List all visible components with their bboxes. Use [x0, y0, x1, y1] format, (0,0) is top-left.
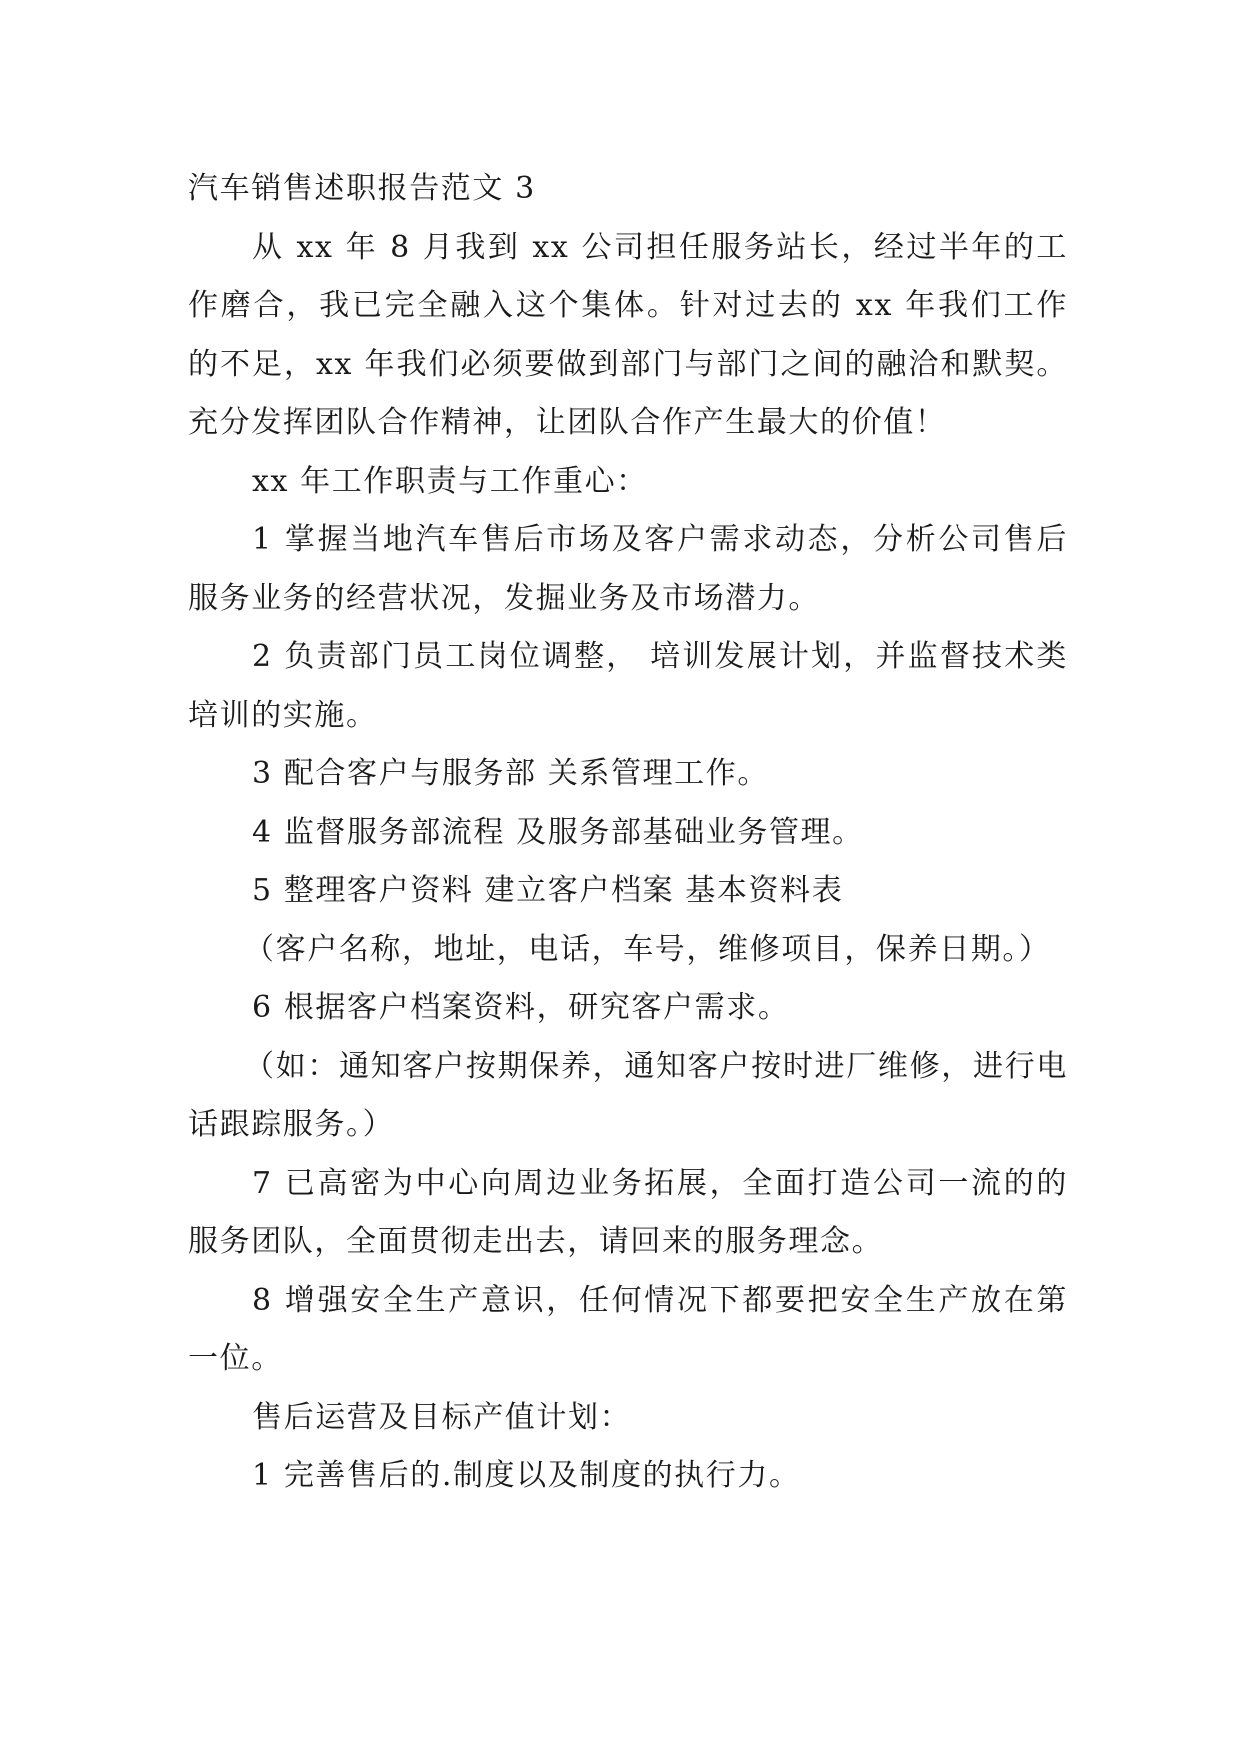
- paragraph-duty-7: 7 已高密为中心向周边业务拓展，全面打造公司一流的的服务团队，全面贯彻走出去，请回来的服务理念。: [188, 1165, 1068, 1259]
- paragraph-duty-3: 3 配合客户与服务部 关系管理工作。: [252, 756, 769, 791]
- paragraph-plan-heading: 售后运营及目标产值计划：: [252, 1399, 632, 1435]
- paragraph-duty-6-note: （如：通知客户按期保养，通知客户按时进厂维修，进行电话跟踪服务。）: [188, 1048, 1068, 1142]
- paragraph-duties-heading: xx 年工作职责与工作重心：: [252, 463, 648, 499]
- document-body: [188, 160, 1068, 1506]
- paragraph-duty-8: 8 增强安全生产意识，任何情况下都要把安全生产放在第一位。: [188, 1282, 1068, 1376]
- paragraph-intro: 从 xx 年 8 月我到 xx 公司担任服务站长，经过半年的工作磨合，我已完全融入这个集体。针对过去的 xx 年我们工作的不足，xx 年我们必须要做到部门与部门之间的融洽和默契。充分发挥团队合作精神，让团队合作产生最大的价值！: [188, 229, 1068, 440]
- document-title: 汽车销售述职报告范文 3: [188, 171, 536, 206]
- paragraph-duty-5: 5 整理客户资料 建立客户档案 基本资料表: [252, 873, 844, 908]
- paragraph-plan-1: 1 完善售后的.制度以及制度的执行力。: [252, 1458, 801, 1493]
- paragraph-duty-6: 6 根据客户档案资料，研究客户需求。: [252, 990, 790, 1025]
- paragraph-duty-4: 4 监督服务部流程 及服务部基础业务管理。: [252, 814, 864, 850]
- paragraph-duty-2: 2 负责部门员工岗位调整， 培训发展计划，并监督技术类培训的实施。: [188, 639, 1068, 733]
- paragraph-duty-1: 1 掌握当地汽车售后市场及客户需求动态，分析公司售后服务业务的经营状况，发掘业务及市场潜力。: [188, 522, 1068, 616]
- paragraph-duty-5-note: （客户名称，地址，电话，车号，维修项目，保养日期。）: [244, 931, 1051, 967]
